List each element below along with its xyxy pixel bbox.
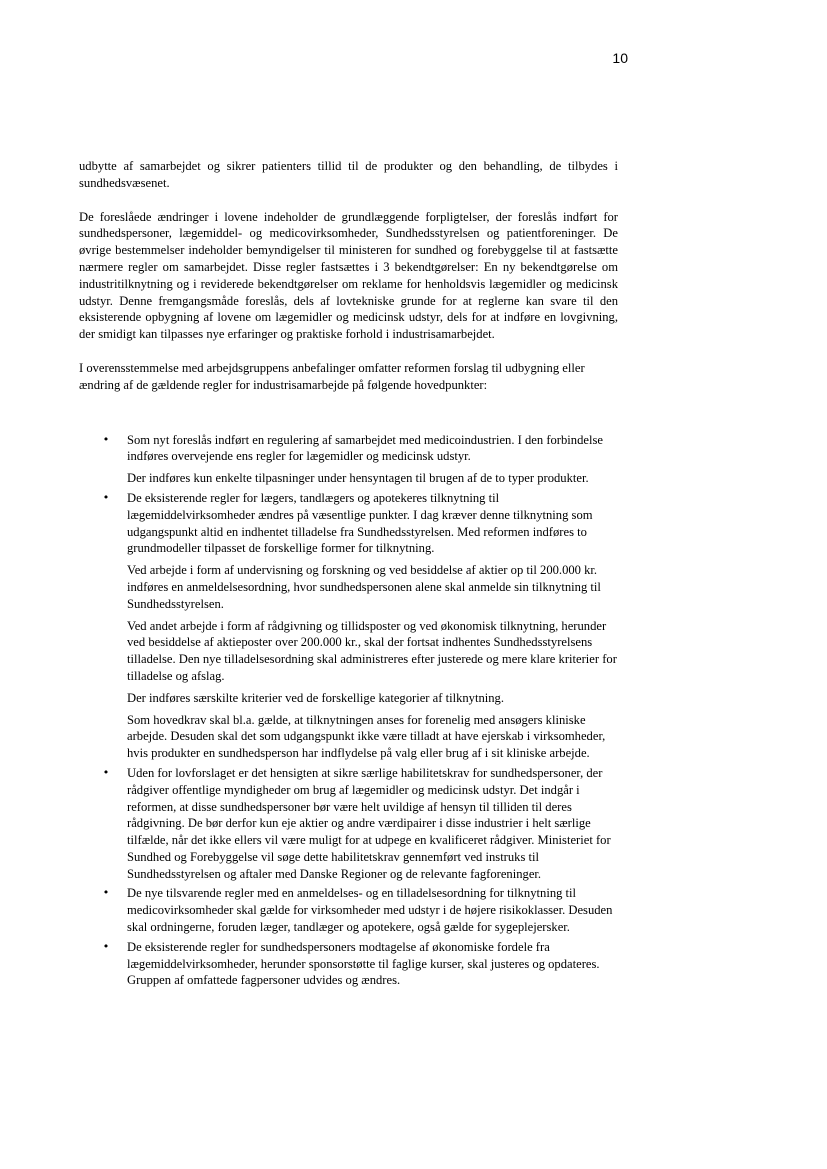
bullet-item	[79, 939, 618, 989]
paragraph-main-points: I overensstemmelse med arbejdsgruppens anbefalinger omfatter reformen forslag til udbygning eller ændring af de gældende regler for industrisamarbejde på følgende hovedpunkter:	[79, 360, 585, 392]
page-content	[79, 158, 618, 992]
bullet-text: De eksisterende regler for sundhedspersoners modtagelse af økonomiske fordele fra lægemiddelvirksomheder, herunder sponsorstøtte til faglige kurser, skal justeres og opdateres. Gruppen af omfattede fagpersoner udvides og ændres.	[127, 939, 600, 988]
bullet-item	[79, 490, 618, 762]
bullet-subparagraph: Ved andet arbejde i form af rådgivning og tillidsposter og ved økonomisk tilknytning, herunder ved besiddelse af aktieposter over 200.000 kr., skal der fortsat indhentes Sundhedsstyrelsens tilladelse. Den nye tilladelsesordning skal administreres efter justerede og mere klare kriterier for tilladelse og afslag.	[127, 618, 617, 683]
bullet-icon: •	[102, 886, 110, 900]
bullet-item	[79, 432, 618, 487]
bullet-subparagraph: Der indføres særskilte kriterier ved de forskellige kategorier af tilknytning.	[127, 690, 504, 705]
bullet-item	[79, 885, 618, 935]
bullet-text: Uden for lovforslaget er det hensigten at sikre særlige habilitetskrav for sundhedspersoner, der rådgiver offentlige myndigheder om brug af lægemidler og medicinsk udstyr. Det indgår i reformen, at disse sundhedspersoner bør være helt uvildige af hensyn til tilliden til deres rådgivning. De bør derfor kun eje aktier og andre værdipairer i disse industrier i helt særlige tilfælde, når det ikke ellers vil være muligt for at udpege en kvalificeret rådgiver. Ministeriet for Sundhed og Forebyggelse vil søge dette habilitetskrav gennemført ved instruks til Sundhedsstyrelsen og aftaler med Danske Regioner og de relevante fagforeninger.	[127, 765, 611, 881]
bullet-text: De eksisterende regler for lægers, tandlægers og apotekeres tilknytning til lægemiddelvirksomheder ændres på væsentlige punkter. I dag kræver denne tilknytning som udgangspunkt altid en indhentet tilladelse fra Sundhedsstyrelsen. Med reformen indføres to grundmodeller tilpasset de forskellige former for tilknytning.	[127, 490, 593, 556]
bullet-subparagraph: Ved arbejde i form af undervisning og forskning og ved besiddelse af aktier op til 200.000 kr. indføres en anmeldelsesordning, hvor sundhedspersonen alene skal anmelde sin tilknytning til Sundhedsstyrelsen.	[127, 563, 601, 611]
bullet-icon: •	[102, 939, 110, 953]
bullet-list	[79, 432, 618, 990]
bullet-text: De nye tilsvarende regler med en anmeldelses- og en tilladelsesordning for tilknytning til medicovirksomheder skal gælde for virksomheder med udstyr i de højere risikoklasser. Desuden skal ordningerne, foruden læger, tandlæger og apotekere, også gælde for sygeplejersker.	[127, 886, 613, 935]
bullet-icon: •	[102, 490, 110, 504]
bullet-subparagraph: Der indføres kun enkelte tilpasninger under hensyntagen til brugen af de to typer produkter.	[127, 471, 589, 486]
intro-paragraph: udbytte af samarbejdet og sikrer patienters tillid til de produkter og den behandling, de tilbydes i sundhedsvæsenet.	[79, 159, 618, 190]
page-number: 10	[612, 50, 628, 66]
bullet-text: Som nyt foreslås indført en regulering af samarbejdet med medicoindustrien. I den forbindelse indføres overvejende ens regler for lægemidler og medicinsk udstyr.	[127, 432, 603, 464]
bullet-item	[79, 765, 618, 883]
paragraph-proposed-changes: De foreslåede ændringer i lovene indeholder de grundlæggende forpligtelser, der foreslås indført for sundhedspersoner, lægemiddel- og medicovirksomheder, Sundhedsstyrelsen og patientforeninger. De øvrige bestemmelser indeholder bemyndigelser til ministeren for sundhed og forebyggelse til at fastsætte nærmere regler om samarbejdet. Disse regler fastsættes i 3 bekendtgørelser: En ny bekendtgørelse om industritilknytning og i reviderede bekendtgørelser om reklame for henholdsvis lægemidler og medicinsk udstyr. Denne fremgangsmåde foreslås, dels af lovtekniske grunde for at reglerne kan svare til den eksisterende opbygning af lovene om lægemidler og medicinsk udstyr, dels for at indføre en lovgivning, der smidigt kan tilpasses nye erfaringer og praktiske forhold i industrisamarbejdet.	[79, 209, 618, 342]
bullet-icon: •	[102, 765, 110, 779]
bullet-icon: •	[102, 432, 110, 446]
bullet-subparagraph: Som hovedkrav skal bl.a. gælde, at tilknytningen anses for forenelig med ansøgers kliniske arbejde. Desuden skal det som udgangspunkt ikke være tilladt at have ejerskab i virksomheder, hvis produkter en sundhedsperson har indflydelse på valg eller brug af i sit kliniske arbejde.	[127, 712, 606, 761]
